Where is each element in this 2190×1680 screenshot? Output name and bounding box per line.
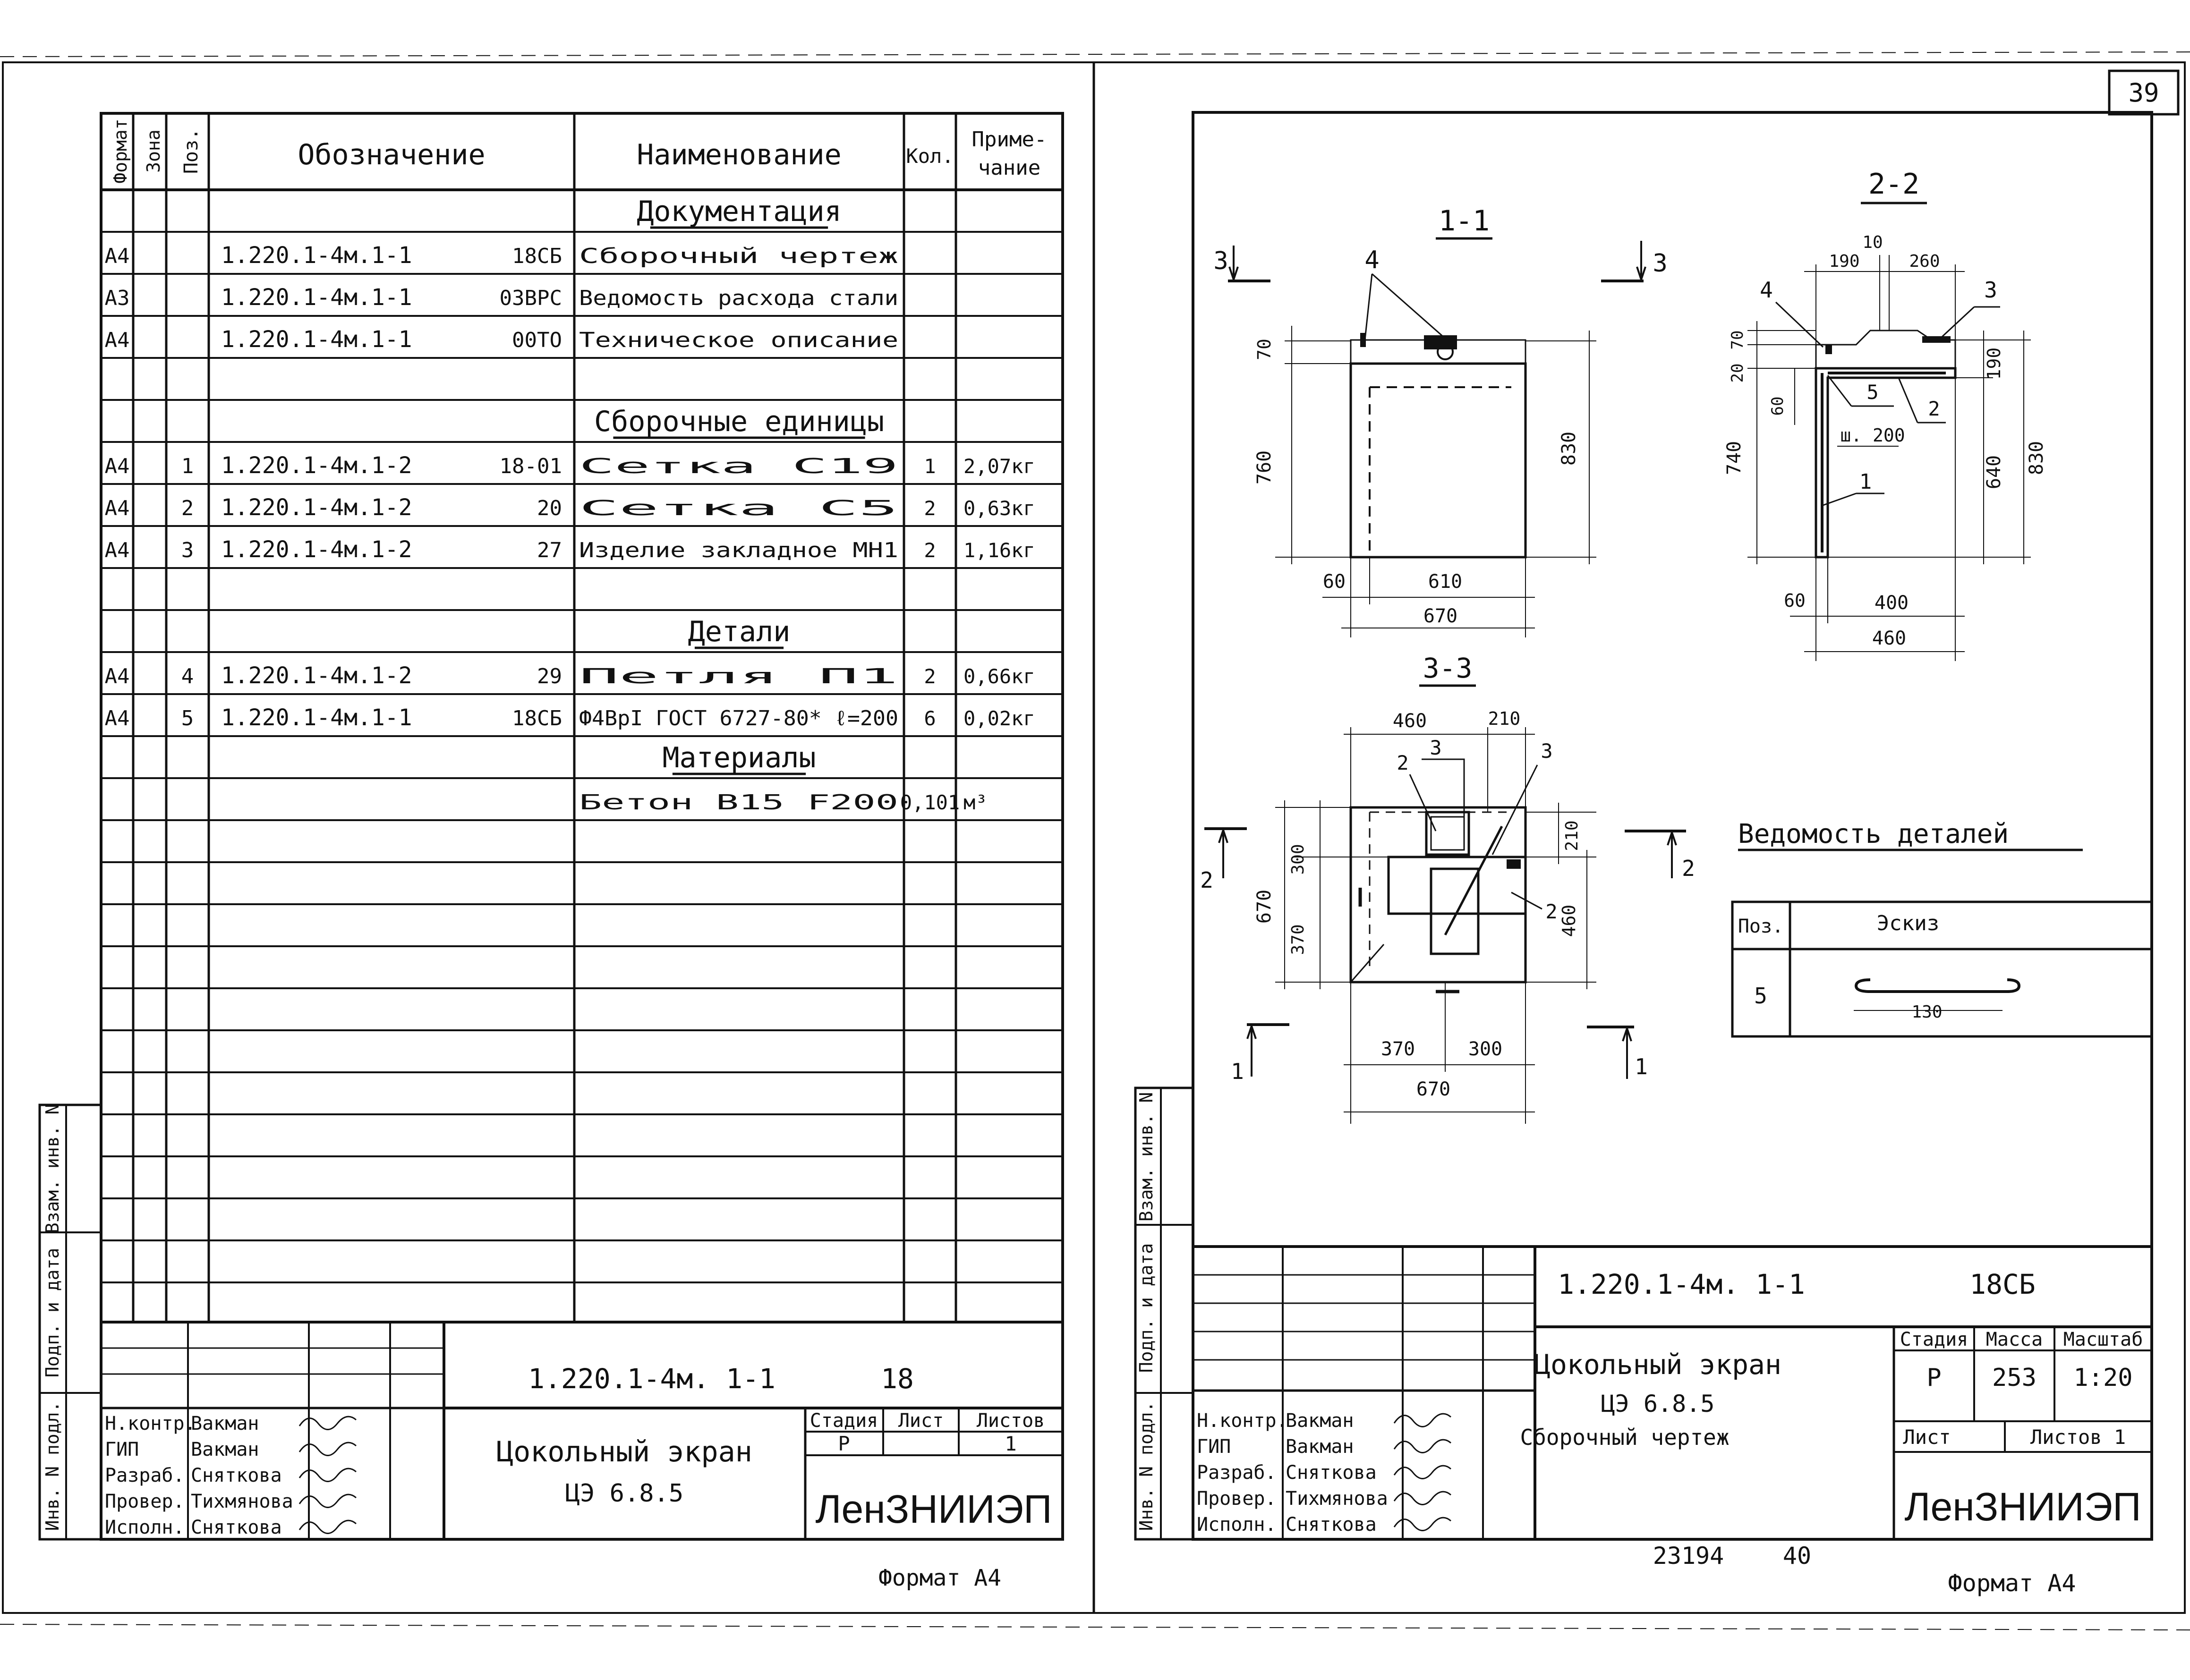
spec-cell-designation: 1.220.1-4м.1-1 bbox=[221, 704, 412, 731]
spec-cell-designation-suffix: 29 bbox=[537, 664, 562, 688]
details-sketch-header: Эскиз bbox=[1876, 911, 1940, 935]
left-doc-mark: ЦЭ 6.8.5 bbox=[565, 1479, 684, 1508]
sec11-leader-4: 4 bbox=[1364, 246, 1380, 274]
section-2-2 bbox=[1723, 168, 2047, 661]
sec33-leader-2a: 2 bbox=[1397, 751, 1409, 774]
spec-cell-name: Бетон В15 F200 bbox=[579, 790, 898, 815]
right-doc-code: 1.220.1-4м. 1-1 bbox=[1558, 1268, 1805, 1300]
spec-cell-format: А3 bbox=[104, 286, 130, 310]
spec-section-title: Сборочные единицы bbox=[594, 405, 885, 438]
spec-cell-note: 1,16кг bbox=[963, 539, 1035, 562]
right-doc-sheet-suffix: 18СБ bbox=[1969, 1268, 2036, 1300]
signer-role: Провер. bbox=[105, 1491, 185, 1512]
sec22-dim-w1: 190 bbox=[1829, 252, 1860, 271]
details-pos: 5 bbox=[1754, 983, 1767, 1009]
left-people-list bbox=[105, 1413, 356, 1538]
signer-role: Разраб. bbox=[1197, 1462, 1277, 1484]
sec22-dim-r640: 640 bbox=[1983, 455, 2005, 490]
spec-cell-name: Изделие закладное МН1 bbox=[579, 538, 898, 562]
left-side-stamp bbox=[40, 1104, 101, 1539]
spec-cell-note: м³ bbox=[963, 791, 988, 814]
spec-cell-format: А4 bbox=[104, 538, 130, 562]
spec-cell-designation-suffix: 18СБ bbox=[512, 706, 562, 730]
spec-cell-designation: 1.220.1-4м.1-2 bbox=[221, 452, 412, 479]
spec-cell-qty: 2 bbox=[924, 497, 936, 520]
sec22-dim-b460: 460 bbox=[1872, 628, 1907, 649]
signer-name: Сняткова bbox=[191, 1465, 282, 1486]
spec-cell-designation: 1.220.1-4м.1-2 bbox=[221, 662, 412, 689]
right-org-name: ЛенЗНИИЭП bbox=[1904, 1485, 2141, 1529]
spec-cell-format: А4 bbox=[104, 328, 130, 352]
signer-role: Провер. bbox=[1197, 1488, 1277, 1510]
spec-cell-qty: 6 bbox=[924, 707, 936, 730]
sec22-dim-w3: 260 bbox=[1909, 252, 1940, 271]
spec-cell-name: Техническое описание bbox=[579, 328, 898, 352]
header-designation: Обозначение bbox=[298, 138, 486, 171]
left-stamp-sign-date: Подп. и дата bbox=[42, 1247, 63, 1378]
sec22-leader-sh: ш. 200 bbox=[1840, 425, 1905, 446]
header-note-line2: чание bbox=[978, 156, 1041, 180]
right-stamp-inv-repl: Взам. инв. N bbox=[1136, 1092, 1157, 1222]
signer-name: Сняткова bbox=[1286, 1462, 1377, 1484]
left-sheets-label: Листов bbox=[976, 1410, 1045, 1432]
spec-cell-pos: 5 bbox=[181, 706, 194, 730]
right-doc-title: Цокольный экран bbox=[1534, 1349, 1781, 1381]
spec-cell-format: А4 bbox=[104, 244, 130, 268]
sec33-dim-l300: 300 bbox=[1288, 844, 1308, 875]
signer-role: ГИП bbox=[1197, 1436, 1231, 1458]
sec22-dim-h1: 70 bbox=[1728, 330, 1747, 350]
left-format-label: Формат А4 bbox=[878, 1565, 1002, 1591]
sec11-label: 1-1 bbox=[1438, 204, 1490, 238]
sec33-dim-r460: 460 bbox=[1559, 904, 1579, 937]
right-stamp-inv-orig: Инв. N подл. bbox=[1136, 1401, 1157, 1531]
right-doc-subtitle: Сборочный чертеж bbox=[1520, 1425, 1730, 1450]
section-3-3 bbox=[1200, 652, 1695, 1124]
spec-cell-name: Ф4ВрI ГОСТ 6727-80* ℓ=200 bbox=[579, 706, 898, 730]
sec22-dim-r830: 830 bbox=[2026, 441, 2047, 475]
sec33-leader-2c: 2 bbox=[1545, 900, 1558, 923]
signer-name: Вакман bbox=[191, 1439, 259, 1460]
header-zone: Зона bbox=[143, 129, 164, 173]
sec22-dim-h-left: 740 bbox=[1723, 441, 1745, 475]
spec-cell-name: Петля П1 bbox=[579, 664, 898, 688]
details-pos-header: Поз. bbox=[1738, 916, 1784, 937]
sec33-cut2-left: 2 bbox=[1200, 867, 1213, 893]
spec-cell-name: Ведомость расхода стали bbox=[579, 286, 898, 310]
spec-cell-designation-suffix: 00ТО bbox=[512, 328, 562, 352]
spec-cell-designation: 1.220.1-4м.1-2 bbox=[221, 536, 412, 563]
spec-cell-format: А4 bbox=[104, 706, 130, 730]
sec11-cut-right: 3 bbox=[1653, 249, 1668, 278]
left-doc-code: 1.220.1-4м. 1-1 bbox=[528, 1363, 775, 1395]
sec33-cut1-right: 1 bbox=[1635, 1054, 1648, 1079]
signer-name: Вакман bbox=[191, 1413, 259, 1434]
right-mass: 253 bbox=[1992, 1364, 2037, 1392]
signer-role: Исполн. bbox=[105, 1517, 185, 1538]
spec-cell-qty: 2 bbox=[924, 665, 936, 688]
spec-cell-note: 0,66кг bbox=[963, 665, 1035, 688]
sec22-dim-r190: 190 bbox=[1984, 347, 2004, 380]
sec22-leader-4: 4 bbox=[1760, 277, 1773, 303]
left-stage-label: Стадия bbox=[810, 1410, 878, 1432]
right-title-block bbox=[1193, 1247, 2152, 1597]
sec22-dim-b400: 400 bbox=[1874, 592, 1909, 614]
right-scale: 1:20 bbox=[2073, 1364, 2133, 1392]
right-mass-label: Масса bbox=[1985, 1329, 2043, 1350]
details-dim: 130 bbox=[1911, 1002, 1943, 1022]
spec-cell-designation-suffix: 03ВРС bbox=[499, 286, 562, 310]
left-stamp-inv-repl: Взам. инв. N bbox=[42, 1103, 63, 1234]
signer-name: Тихмянова bbox=[191, 1491, 293, 1512]
sec22-dim-h2: 20 bbox=[1728, 363, 1747, 383]
signer-role: Разраб. bbox=[105, 1465, 185, 1486]
sec33-dim-r210: 210 bbox=[1562, 820, 1582, 851]
details-table bbox=[1732, 819, 2152, 1036]
header-qty: Кол. bbox=[906, 144, 954, 168]
sec22-leader-5: 5 bbox=[1866, 381, 1879, 404]
spec-cell-format: А4 bbox=[104, 664, 130, 688]
spec-cell-designation: 1.220.1-4м.1-1 bbox=[221, 326, 412, 353]
sec33-leader-3b: 3 bbox=[1541, 739, 1553, 763]
spec-cell-designation: 1.220.1-4м.1-1 bbox=[221, 242, 412, 269]
spec-section-title: Документация bbox=[637, 195, 842, 228]
sec11-dim-h-left: 760 bbox=[1253, 450, 1275, 485]
details-title: Ведомость деталей bbox=[1738, 819, 2009, 849]
spec-cell-designation: 1.220.1-4м.1-2 bbox=[221, 494, 412, 521]
right-scale-label: Масштаб bbox=[2063, 1329, 2143, 1350]
sec33-dim-b300: 300 bbox=[1468, 1038, 1503, 1060]
spec-cell-name: Сетка С19 bbox=[579, 454, 898, 478]
sec22-leader-1: 1 bbox=[1859, 470, 1872, 494]
left-org-name: ЛенЗНИИЭП bbox=[815, 1487, 1052, 1531]
sec11-dim-b-mid: 610 bbox=[1428, 571, 1463, 593]
header-format: Формат bbox=[110, 119, 131, 184]
right-archive-no: 23194 bbox=[1653, 1542, 1724, 1570]
sec22-dim-h3: 60 bbox=[1768, 396, 1787, 416]
signer-role: ГИП bbox=[105, 1439, 139, 1460]
spec-cell-pos: 4 bbox=[181, 664, 194, 688]
right-doc-mark: ЦЭ 6.8.5 bbox=[1601, 1390, 1715, 1417]
left-doc-title: Цокольный экран bbox=[496, 1435, 752, 1468]
spec-section-title: Детали bbox=[688, 615, 791, 648]
right-format-label: Формат А4 bbox=[1948, 1570, 2076, 1597]
sec33-label: 3-3 bbox=[1423, 652, 1473, 684]
signer-name: Вакман bbox=[1286, 1436, 1354, 1458]
left-sheets: 1 bbox=[1005, 1432, 1017, 1455]
right-side-stamp bbox=[1135, 1088, 1193, 1539]
spec-cell-designation-suffix: 18-01 bbox=[499, 454, 562, 478]
spec-row-lines bbox=[101, 232, 1063, 1282]
spec-cell-note: 0,63кг bbox=[963, 497, 1035, 520]
signer-role: Исполн. bbox=[1197, 1514, 1277, 1536]
section-1-1 bbox=[1213, 204, 1667, 637]
sec22-leader-3: 3 bbox=[1984, 277, 1997, 303]
spec-cell-name: Сборочный чертеж bbox=[579, 244, 898, 268]
left-stamp-inv-orig: Инв. N подл. bbox=[42, 1401, 63, 1531]
spec-cell-pos: 2 bbox=[181, 496, 194, 520]
right-sheets-label: Листов 1 bbox=[2030, 1425, 2126, 1449]
spec-cell-designation-suffix: 27 bbox=[537, 538, 562, 562]
right-sheet-label: Лист bbox=[1903, 1425, 1951, 1449]
right-stage-label: Стадия bbox=[1900, 1329, 1968, 1350]
right-stamp-sign-date: Подп. и дата bbox=[1136, 1243, 1157, 1373]
signer-name: Тихмянова bbox=[1286, 1488, 1388, 1510]
sec33-dim-t460: 460 bbox=[1392, 710, 1427, 732]
sec22-dim-w2: 10 bbox=[1862, 233, 1883, 252]
sec22-dim-b60: 60 bbox=[1784, 590, 1806, 611]
sec33-dim-l670: 670 bbox=[1253, 889, 1275, 924]
sec33-cut1-left: 1 bbox=[1231, 1059, 1244, 1084]
spec-cell-pos: 3 bbox=[181, 538, 194, 562]
sec22-leader-2: 2 bbox=[1928, 397, 1940, 420]
spec-cell-designation-suffix: 18СБ bbox=[512, 244, 562, 268]
sec22-label: 2-2 bbox=[1868, 168, 1920, 201]
spec-cell-note: 0,02кг bbox=[963, 707, 1035, 730]
spec-cell-format: А4 bbox=[104, 496, 130, 520]
signer-name: Вакман bbox=[1286, 1410, 1354, 1432]
signer-name: Сняткова bbox=[1286, 1514, 1377, 1536]
header-pos: Поз. bbox=[180, 128, 202, 174]
sec33-cut2-right: 2 bbox=[1682, 856, 1695, 881]
scan-edge-top bbox=[0, 52, 2190, 57]
spec-rows bbox=[105, 195, 1035, 815]
left-sheet-label: Лист bbox=[898, 1410, 944, 1432]
spec-section-title: Материалы bbox=[662, 741, 816, 774]
right-people-list bbox=[1197, 1410, 1451, 1536]
spec-cell-qty: 1 bbox=[924, 455, 936, 478]
sec33-leader-3a: 3 bbox=[1430, 736, 1442, 759]
sec33-dim-l370: 370 bbox=[1288, 924, 1308, 955]
spec-cell-format: А4 bbox=[104, 454, 130, 478]
sec11-dim-h-right: 830 bbox=[1558, 431, 1580, 466]
sec33-dim-b670: 670 bbox=[1416, 1078, 1451, 1100]
scan-edge-bottom bbox=[0, 1624, 2190, 1630]
right-archive-page: 40 bbox=[1782, 1542, 1812, 1570]
spec-cell-designation: 1.220.1-4м.1-1 bbox=[221, 284, 412, 311]
right-stage: Р bbox=[1926, 1364, 1942, 1392]
signer-role: Н.контр. bbox=[1197, 1410, 1288, 1432]
detail-5-sketch bbox=[1856, 980, 2019, 992]
sec33-dim-t210: 210 bbox=[1488, 708, 1521, 729]
page-number: 39 bbox=[2128, 78, 2159, 108]
signer-name: Сняткова bbox=[191, 1517, 282, 1538]
spec-cell-qty: 2 bbox=[924, 539, 936, 562]
sec33-dim-b370: 370 bbox=[1380, 1038, 1415, 1060]
left-title-block bbox=[101, 1322, 1063, 1591]
left-doc-sheet-suffix: 18 bbox=[881, 1363, 914, 1395]
spec-cell-note: 2,07кг bbox=[963, 455, 1035, 478]
spec-cell-name: Сетка С5 bbox=[579, 496, 898, 520]
sec11-dim-b-left: 60 bbox=[1322, 571, 1346, 593]
spec-cell-qty: 0,101 bbox=[900, 791, 960, 814]
left-stage: Р bbox=[838, 1432, 850, 1455]
signer-role: Н.контр. bbox=[105, 1413, 196, 1434]
spec-cell-pos: 1 bbox=[181, 454, 194, 478]
spec-table bbox=[101, 113, 1063, 1322]
sec11-dim-top: 70 bbox=[1254, 339, 1275, 360]
sec11-cut-left: 3 bbox=[1213, 247, 1228, 275]
spec-cell-designation-suffix: 20 bbox=[537, 496, 562, 520]
header-note-line1: Приме- bbox=[971, 127, 1047, 152]
sec11-dim-b-total: 670 bbox=[1423, 605, 1458, 627]
header-name: Наименование bbox=[637, 138, 842, 171]
